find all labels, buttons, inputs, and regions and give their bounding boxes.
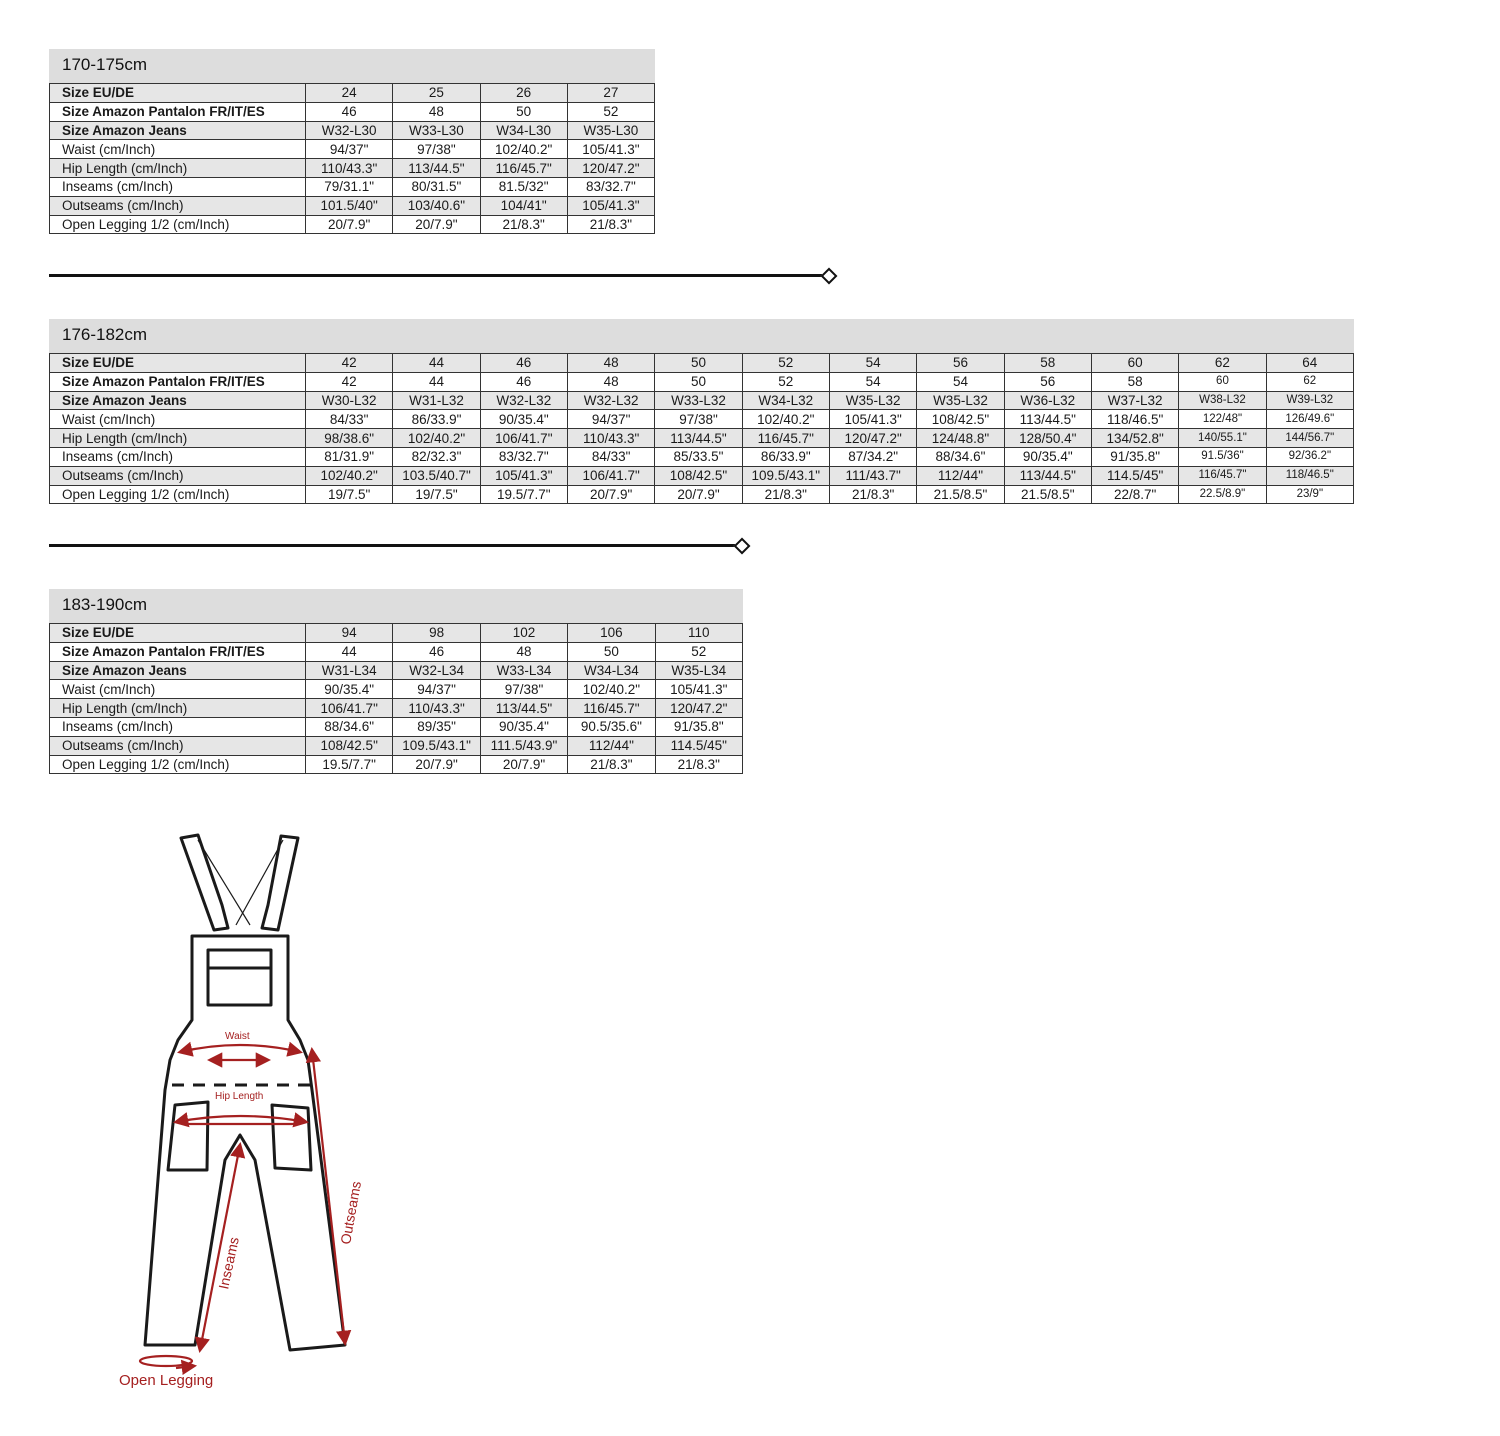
table-cell: 56 xyxy=(917,354,1004,373)
waist-label: Waist xyxy=(225,1031,250,1042)
table-cell: 86/33.9" xyxy=(393,410,480,429)
table-row xyxy=(50,466,1354,485)
table-cell: 114.5/45" xyxy=(655,736,742,755)
table-row xyxy=(50,102,655,121)
table-cell: 106 xyxy=(568,624,655,643)
table-cell: 20/7.9" xyxy=(655,485,742,504)
table-cell: 87/34.2" xyxy=(829,447,916,466)
table-cell: 102/40.2" xyxy=(480,140,567,159)
table-cell: W31-L32 xyxy=(393,391,480,410)
table-cell: 128/50.4" xyxy=(1004,429,1091,448)
table-cell: 56 xyxy=(1004,372,1091,391)
table-cell: 118/46.5" xyxy=(1266,466,1353,485)
table-cell: 20/7.9" xyxy=(393,215,480,234)
table-cell: W35-L32 xyxy=(829,391,916,410)
table-cell: 50 xyxy=(655,372,742,391)
overalls-outline xyxy=(145,936,345,1350)
table-cell: 20/7.9" xyxy=(567,485,654,504)
table-cell: 124/48.8" xyxy=(917,429,1004,448)
table-cell: 105/41.3" xyxy=(567,140,654,159)
table-cell: 110/43.3" xyxy=(306,159,393,178)
row-label: Hip Length (cm/Inch) xyxy=(50,699,306,718)
divider-diamond-icon xyxy=(821,268,838,285)
table-row xyxy=(50,429,1354,448)
table-cell: W32-L30 xyxy=(306,121,393,140)
table-cell: 105/41.3" xyxy=(480,466,567,485)
table-cell: 62 xyxy=(1266,372,1353,391)
row-label: Size EU/DE xyxy=(50,624,306,643)
row-label: Size Amazon Jeans xyxy=(50,661,306,680)
table-cell: 116/45.7" xyxy=(1179,466,1266,485)
table-cell: 54 xyxy=(917,372,1004,391)
table-row xyxy=(50,84,655,103)
row-label: Size Amazon Pantalon FR/IT/ES xyxy=(50,102,306,121)
table-cell: 113/44.5" xyxy=(480,699,567,718)
table-cell: W34-L30 xyxy=(480,121,567,140)
table-cell: 110/43.3" xyxy=(567,429,654,448)
table-cell: 50 xyxy=(480,102,567,121)
row-label: Waist (cm/Inch) xyxy=(50,680,306,699)
table-cell: 98/38.6" xyxy=(306,429,393,448)
row-label: Waist (cm/Inch) xyxy=(50,140,306,159)
table-cell: 79/31.1" xyxy=(306,177,393,196)
table-cell: 106/41.7" xyxy=(306,699,393,718)
table-cell: 85/33.5" xyxy=(655,447,742,466)
outseams-arrow xyxy=(312,1050,345,1343)
table-cell: 42 xyxy=(306,354,393,373)
table-cell: 105/41.3" xyxy=(655,680,742,699)
row-label: Size Amazon Pantalon FR/IT/ES xyxy=(50,372,306,391)
left-strap xyxy=(181,835,228,930)
table-cell: 88/34.6" xyxy=(306,717,393,736)
table-cell: 102 xyxy=(480,624,567,643)
section-title: 170-175cm xyxy=(49,49,655,83)
table-row xyxy=(50,642,743,661)
table-cell: 22.5/8.9" xyxy=(1179,485,1266,504)
table-cell: 120/47.2" xyxy=(829,429,916,448)
table-cell: 52 xyxy=(655,642,742,661)
table-cell: W37-L32 xyxy=(1091,391,1178,410)
table-cell: 21.5/8.5" xyxy=(1004,485,1091,504)
table-cell: 86/33.9" xyxy=(742,447,829,466)
table-cell: 144/56.7" xyxy=(1266,429,1353,448)
table-cell: 108/42.5" xyxy=(917,410,1004,429)
table-cell: 102/40.2" xyxy=(742,410,829,429)
table-cell: 44 xyxy=(393,354,480,373)
table-cell: W36-L32 xyxy=(1004,391,1091,410)
table-cell: 88/34.6" xyxy=(917,447,1004,466)
table-cell: 90/35.4" xyxy=(306,680,393,699)
table-cell: 116/45.7" xyxy=(742,429,829,448)
table-cell: 21/8.3" xyxy=(480,215,567,234)
waist-arrow xyxy=(180,1045,300,1052)
table-cell: 104/41" xyxy=(480,196,567,215)
right-pocket xyxy=(272,1105,311,1170)
table-row xyxy=(50,699,743,718)
table-cell: 91/35.8" xyxy=(655,717,742,736)
size-section-170-175 xyxy=(49,49,655,234)
table-cell: 21/8.3" xyxy=(568,755,655,774)
table-cell: 98 xyxy=(393,624,480,643)
table-cell: W34-L34 xyxy=(568,661,655,680)
table-cell: 103/40.6" xyxy=(393,196,480,215)
table-cell: 46 xyxy=(480,354,567,373)
table-cell: 46 xyxy=(480,372,567,391)
table-cell: 122/48" xyxy=(1179,410,1266,429)
table-cell: 108/42.5" xyxy=(655,466,742,485)
table-cell: 97/38" xyxy=(655,410,742,429)
row-label: Outseams (cm/Inch) xyxy=(50,196,306,215)
table-cell: W33-L30 xyxy=(393,121,480,140)
table-cell: 116/45.7" xyxy=(480,159,567,178)
table-cell: W32-L34 xyxy=(393,661,480,680)
divider-diamond-icon xyxy=(734,538,751,555)
table-cell: 25 xyxy=(393,84,480,103)
table-cell: 90/35.4" xyxy=(480,410,567,429)
table-cell: 90/35.4" xyxy=(1004,447,1091,466)
table-cell: 19/7.5" xyxy=(306,485,393,504)
table-cell: 102/40.2" xyxy=(393,429,480,448)
table-row xyxy=(50,140,655,159)
table-cell: 94 xyxy=(306,624,393,643)
size-section-176-182 xyxy=(49,319,1354,504)
hip-length-label: Hip Length xyxy=(215,1091,264,1102)
table-cell: 111.5/43.9" xyxy=(480,736,567,755)
table-cell: 106/41.7" xyxy=(567,466,654,485)
table-cell: 20/7.9" xyxy=(306,215,393,234)
table-cell: 23/9" xyxy=(1266,485,1353,504)
table-cell: W30-L32 xyxy=(306,391,393,410)
row-label: Hip Length (cm/Inch) xyxy=(50,159,306,178)
table-cell: 90/35.4" xyxy=(480,717,567,736)
table-cell: 64 xyxy=(1266,354,1353,373)
table-cell: 91/35.8" xyxy=(1091,447,1178,466)
table-cell: 105/41.3" xyxy=(567,196,654,215)
row-label: Inseams (cm/Inch) xyxy=(50,447,306,466)
row-label: Inseams (cm/Inch) xyxy=(50,717,306,736)
row-label: Inseams (cm/Inch) xyxy=(50,177,306,196)
table-cell: 94/37" xyxy=(393,680,480,699)
row-label: Size EU/DE xyxy=(50,354,306,373)
table-cell: 114.5/45" xyxy=(1091,466,1178,485)
table-row xyxy=(50,624,743,643)
table-cell: 111/43.7" xyxy=(829,466,916,485)
table-cell: 52 xyxy=(742,354,829,373)
table-cell: 89/35" xyxy=(393,717,480,736)
table-cell: 83/32.7" xyxy=(480,447,567,466)
table-cell: 90.5/35.6" xyxy=(568,717,655,736)
row-label: Hip Length (cm/Inch) xyxy=(50,429,306,448)
row-label: Size Amazon Jeans xyxy=(50,391,306,410)
table-cell: 24 xyxy=(306,84,393,103)
table-cell: 113/44.5" xyxy=(393,159,480,178)
inseams-label: Inseams xyxy=(215,1235,242,1291)
table-cell: 81/31.9" xyxy=(306,447,393,466)
section-divider xyxy=(49,274,822,277)
size-table xyxy=(49,83,655,234)
table-cell: 102/40.2" xyxy=(306,466,393,485)
table-cell: W35-L30 xyxy=(567,121,654,140)
table-cell: 84/33" xyxy=(567,447,654,466)
table-cell: 113/44.5" xyxy=(1004,410,1091,429)
table-row xyxy=(50,755,743,774)
table-cell: 52 xyxy=(567,102,654,121)
table-row xyxy=(50,196,655,215)
left-pocket xyxy=(168,1102,208,1170)
table-cell: 26 xyxy=(480,84,567,103)
table-cell: 58 xyxy=(1091,372,1178,391)
table-cell: 48 xyxy=(567,372,654,391)
table-cell: 106/41.7" xyxy=(480,429,567,448)
table-cell: 54 xyxy=(829,354,916,373)
table-cell: 19.5/7.7" xyxy=(306,755,393,774)
table-cell: 60 xyxy=(1179,372,1266,391)
table-cell: W32-L32 xyxy=(480,391,567,410)
table-cell: 110/43.3" xyxy=(393,699,480,718)
table-cell: 20/7.9" xyxy=(393,755,480,774)
table-cell: 91.5/36" xyxy=(1179,447,1266,466)
table-cell: 97/38" xyxy=(393,140,480,159)
overalls-diagram xyxy=(100,820,390,1410)
table-cell: 44 xyxy=(306,642,393,661)
table-cell: 21/8.3" xyxy=(567,215,654,234)
row-label: Size EU/DE xyxy=(50,84,306,103)
table-cell: 19/7.5" xyxy=(393,485,480,504)
size-table xyxy=(49,623,743,774)
table-row xyxy=(50,680,743,699)
table-cell: 48 xyxy=(393,102,480,121)
table-cell: 134/52.8" xyxy=(1091,429,1178,448)
table-cell: 110 xyxy=(655,624,742,643)
table-cell: 112/44" xyxy=(917,466,1004,485)
row-label: Outseams (cm/Inch) xyxy=(50,466,306,485)
section-title: 176-182cm xyxy=(49,319,1354,353)
table-row xyxy=(50,372,1354,391)
table-cell: 21.5/8.5" xyxy=(917,485,1004,504)
table-row xyxy=(50,661,743,680)
table-cell: 84/33" xyxy=(306,410,393,429)
table-cell: 48 xyxy=(480,642,567,661)
table-row xyxy=(50,736,743,755)
table-cell: 80/31.5" xyxy=(393,177,480,196)
table-cell: W33-L32 xyxy=(655,391,742,410)
table-row xyxy=(50,485,1354,504)
table-cell: 20/7.9" xyxy=(480,755,567,774)
table-cell: 81.5/32" xyxy=(480,177,567,196)
overalls-measurement-illustration xyxy=(100,820,390,1415)
outseams-label: Outseams xyxy=(337,1179,365,1246)
table-cell: 21/8.3" xyxy=(742,485,829,504)
open-legging-label: Open Legging xyxy=(119,1372,214,1389)
table-row xyxy=(50,354,1354,373)
table-cell: W39-L32 xyxy=(1266,391,1353,410)
table-cell: 60 xyxy=(1091,354,1178,373)
table-cell: 44 xyxy=(393,372,480,391)
table-cell: 46 xyxy=(306,102,393,121)
table-row xyxy=(50,121,655,140)
table-cell: 19.5/7.7" xyxy=(480,485,567,504)
right-strap xyxy=(262,836,298,930)
table-cell: 22/8.7" xyxy=(1091,485,1178,504)
section-title: 183-190cm xyxy=(49,589,743,623)
table-cell: 102/40.2" xyxy=(568,680,655,699)
open-legging-loop xyxy=(140,1356,192,1366)
table-cell: 21/8.3" xyxy=(829,485,916,504)
table-row xyxy=(50,159,655,178)
table-cell: 120/47.2" xyxy=(567,159,654,178)
table-cell: 82/32.3" xyxy=(393,447,480,466)
table-cell: 112/44" xyxy=(568,736,655,755)
table-cell: 126/49.6" xyxy=(1266,410,1353,429)
table-cell: 118/46.5" xyxy=(1091,410,1178,429)
table-row xyxy=(50,410,1354,429)
size-table xyxy=(49,353,1354,504)
table-cell: 94/37" xyxy=(567,410,654,429)
table-cell: 116/45.7" xyxy=(568,699,655,718)
table-cell: 101.5/40" xyxy=(306,196,393,215)
table-cell: 109.5/43.1" xyxy=(393,736,480,755)
row-label: Size Amazon Jeans xyxy=(50,121,306,140)
table-cell: 92/36.2" xyxy=(1266,447,1353,466)
table-cell: 113/44.5" xyxy=(655,429,742,448)
table-cell: 54 xyxy=(829,372,916,391)
bib-pocket xyxy=(208,950,271,1005)
size-section-183-190 xyxy=(49,589,743,774)
table-cell: 46 xyxy=(393,642,480,661)
table-cell: 50 xyxy=(655,354,742,373)
table-cell: 42 xyxy=(306,372,393,391)
row-label: Outseams (cm/Inch) xyxy=(50,736,306,755)
table-cell: 105/41.3" xyxy=(829,410,916,429)
table-cell: 108/42.5" xyxy=(306,736,393,755)
table-row xyxy=(50,215,655,234)
table-cell: 94/37" xyxy=(306,140,393,159)
table-cell: W35-L32 xyxy=(917,391,1004,410)
table-cell: 48 xyxy=(567,354,654,373)
row-label: Open Legging 1/2 (cm/Inch) xyxy=(50,755,306,774)
table-cell: 27 xyxy=(567,84,654,103)
table-cell: 58 xyxy=(1004,354,1091,373)
table-cell: 62 xyxy=(1179,354,1266,373)
table-row xyxy=(50,177,655,196)
section-divider xyxy=(49,544,735,547)
row-label: Size Amazon Pantalon FR/IT/ES xyxy=(50,642,306,661)
table-cell: 97/38" xyxy=(480,680,567,699)
table-row xyxy=(50,391,1354,410)
hip-arrow xyxy=(176,1116,306,1122)
table-cell: 120/47.2" xyxy=(655,699,742,718)
table-cell: 50 xyxy=(568,642,655,661)
row-label: Waist (cm/Inch) xyxy=(50,410,306,429)
row-label: Open Legging 1/2 (cm/Inch) xyxy=(50,485,306,504)
table-cell: 140/55.1" xyxy=(1179,429,1266,448)
table-cell: W31-L34 xyxy=(306,661,393,680)
table-cell: 103.5/40.7" xyxy=(393,466,480,485)
table-cell: 21/8.3" xyxy=(655,755,742,774)
row-label: Open Legging 1/2 (cm/Inch) xyxy=(50,215,306,234)
table-cell: W33-L34 xyxy=(480,661,567,680)
table-cell: W32-L32 xyxy=(567,391,654,410)
table-cell: 113/44.5" xyxy=(1004,466,1091,485)
table-cell: W35-L34 xyxy=(655,661,742,680)
table-cell: W38-L32 xyxy=(1179,391,1266,410)
table-row xyxy=(50,717,743,736)
table-cell: 83/32.7" xyxy=(567,177,654,196)
table-row xyxy=(50,447,1354,466)
table-cell: 109.5/43.1" xyxy=(742,466,829,485)
table-cell: 52 xyxy=(742,372,829,391)
table-cell: W34-L32 xyxy=(742,391,829,410)
